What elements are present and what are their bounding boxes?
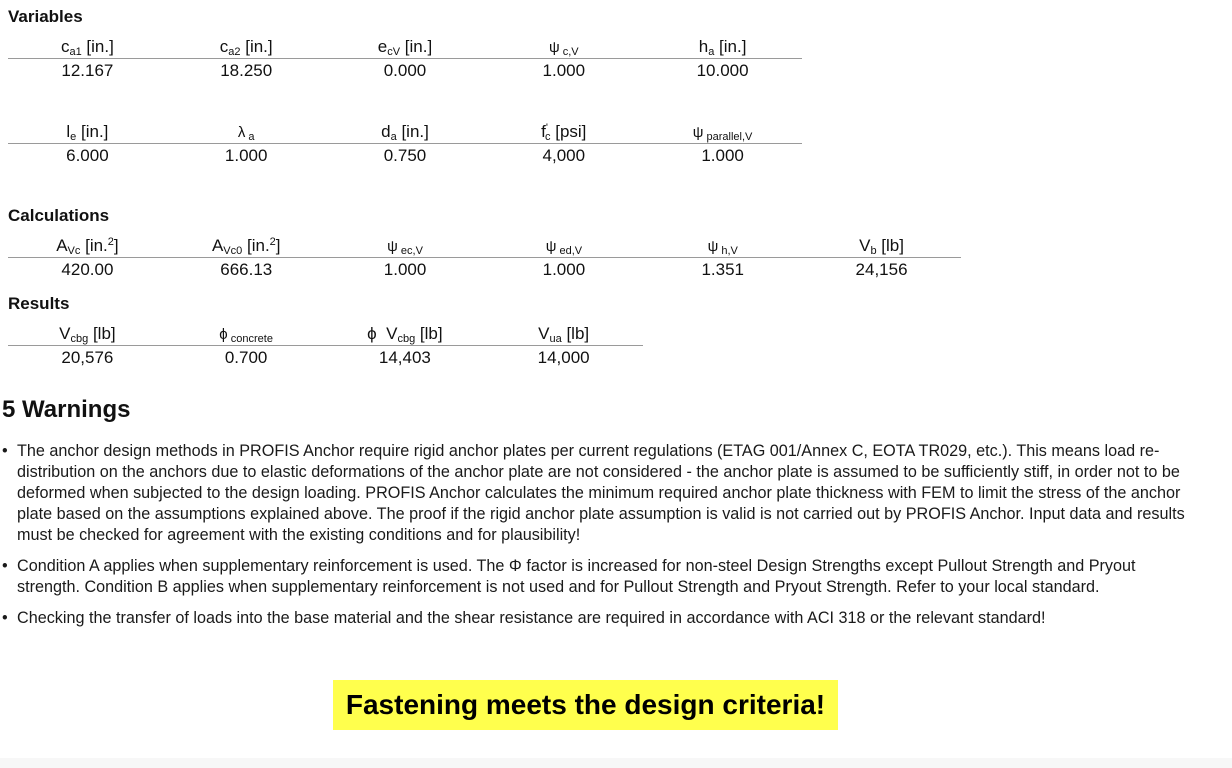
value-avc: 420.00 — [61, 260, 114, 279]
value-le: 6.000 — [66, 146, 109, 165]
value-vua: 14,000 — [537, 348, 590, 367]
value-da: 0.750 — [383, 146, 427, 165]
header-phi-concrete: ϕ $_{concrete}$ — [219, 326, 273, 345]
value-ca1: 12.167 — [61, 61, 114, 80]
value-psi-ecv: 1.000 — [383, 260, 427, 279]
header-vua: $V_{ua}$ [lb] — [538, 324, 590, 345]
value-fc: 4,000 — [542, 146, 586, 165]
header-vb: $V_b$ [lb] — [859, 236, 904, 257]
bullet-icon: • — [2, 557, 8, 575]
value-psi-edv: 1.000 — [542, 260, 586, 279]
calculations-table — [8, 233, 961, 282]
value-phi-vcbg: 14,403 — [378, 348, 431, 367]
table-row — [8, 59, 802, 83]
value-ca2: 18.250 — [220, 61, 273, 80]
variables-table-1 — [8, 34, 802, 83]
header-le: $l_e$ [in.] — [66, 122, 109, 143]
warning-item — [0, 556, 1190, 598]
value-vb: 24,156 — [855, 260, 908, 279]
header-lambda-a: λ $_a$ — [237, 124, 255, 143]
value-vcbg: 20,576 — [61, 348, 114, 367]
warning-item — [0, 608, 1190, 629]
table-row — [8, 258, 961, 282]
table-header-row — [8, 321, 643, 346]
header-psi-parallel-v: ψ $_{parallel,V}$ — [692, 124, 753, 143]
value-ecv: 0.000 — [383, 61, 427, 80]
table-header-row — [8, 119, 802, 144]
results-table — [8, 321, 643, 370]
header-vcbg: $V_{cbg}$ [lb] — [59, 324, 116, 345]
header-avc: $A_{Vc}$ [in.$^2$] — [56, 236, 119, 257]
header-phi-vcbg: ϕ $V_{cbg}$ [lb] — [367, 324, 443, 345]
results-title: Results — [8, 294, 70, 313]
header-da: $d_a$ [in.] — [381, 122, 429, 143]
table-row — [8, 144, 802, 168]
header-ecv: $e_{cV}$ [in.] — [377, 37, 433, 58]
header-avc0: $A_{Vc0}$ [in.$^2$] — [211, 236, 281, 257]
header-ha: $h_a$ [in.] — [698, 37, 747, 58]
warnings-heading: 5 Warnings — [2, 396, 131, 423]
header-ca1: $c_{a1}$ [in.] — [60, 37, 114, 58]
calculations-title: Calculations — [8, 206, 110, 225]
design-criteria-banner: Fastening meets the design criteria! — [333, 680, 838, 730]
header-psi-hv: ψ $_{h,V}$ — [707, 238, 738, 257]
table-header-row — [8, 34, 802, 59]
value-phi-concrete: 0.700 — [224, 348, 268, 367]
value-avc0: 666.13 — [220, 260, 273, 279]
warning-item — [0, 441, 1190, 546]
header-fc: $f'_c$ [psi] — [541, 122, 587, 143]
warnings-list — [0, 441, 1190, 639]
value-lambda-a: 1.000 — [224, 146, 268, 165]
table-row — [8, 346, 643, 370]
warning-text: Checking the transfer of loads into the base material and the shear resistance are required in accordance with ACI 318 or the relevant standard! — [17, 609, 1046, 627]
variables-table-2 — [8, 119, 802, 168]
warning-text: The anchor design methods in PROFIS Anchor require rigid anchor plates per current regulations (ETAG 001/Annex C, EOTA TR029, etc.). This means load re-distribution on the anchors due to elastic deformations of the anchor plate are not considered - the anchor plate is assumed to be sufficiently stiff, in order not to be deformed when subjected to the design loading. PROFIS Anchor calculates the minimum required anchor plate thickness with FEM to limit the stress of the anchor plate based on the assumptions explained above. The proof if the rigid anchor plate assumption is valid is not carried out by PROFIS Anchor. Input data and results must be checked for agreement with the existing conditions and for plausibility! — [17, 442, 1185, 544]
header-psi-ecv: ψ $_{ec,V}$ — [387, 238, 423, 257]
variables-title: Variables — [8, 7, 83, 26]
warning-text: Condition A applies when supplementary reinforcement is used. The Φ factor is increased for non-steel Design Strengths except Pullout Strength and Pryout strength. Condition B applies when supplementary reinforcement is not used and for Pullout Strength and Pryout Strength. Refer to your local standard. — [17, 557, 1136, 596]
value-psi-cv: 1.000 — [542, 61, 586, 80]
header-ca2: $c_{a2}$ [in.] — [219, 37, 273, 58]
bullet-icon: • — [2, 609, 8, 627]
value-psi-hv: 1.351 — [701, 260, 744, 279]
value-ha: 10.000 — [696, 61, 749, 80]
page-footer-band — [0, 758, 1232, 768]
bullet-icon: • — [2, 442, 8, 460]
value-psi-parallel-v: 1.000 — [701, 146, 744, 165]
header-psi-cv: ψ $_{c,V}$ — [548, 39, 579, 58]
table-header-row — [8, 233, 961, 258]
header-psi-edv: ψ $_{ed,V}$ — [545, 238, 583, 257]
